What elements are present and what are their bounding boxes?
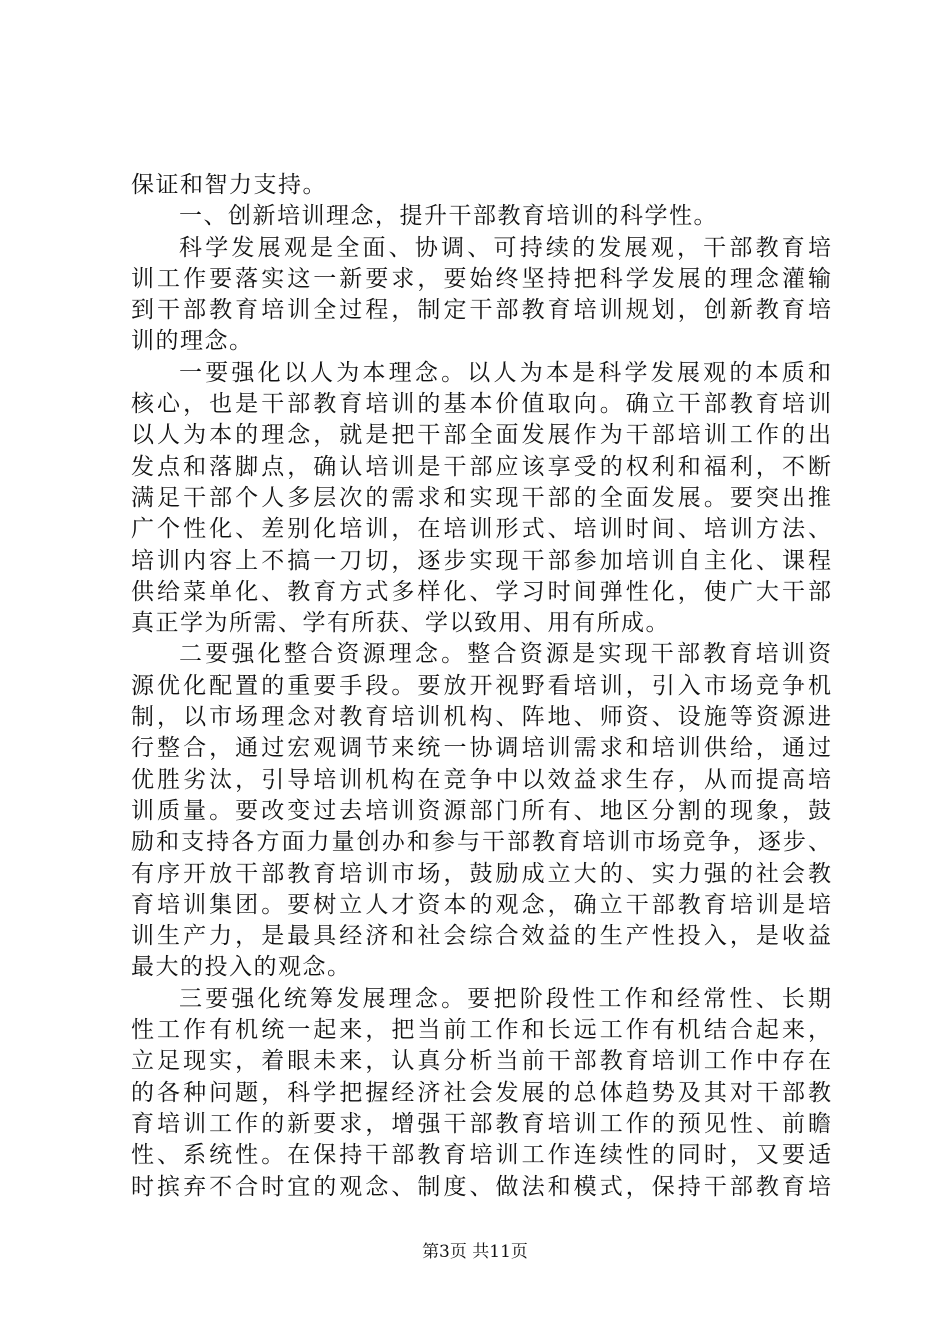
text-line: 性工作有机统一起来，把当前工作和长远工作有机结合起来， — [131, 1017, 831, 1044]
text-line: 训生产力，是最具经济和社会综合效益的生产性投入，是收益 — [131, 923, 831, 950]
text-line: 以人为本的理念，就是把干部全面发展作为干部培训工作的出 — [131, 422, 831, 449]
text-line: 科学发展观是全面、协调、可持续的发展观，干部教育培 — [179, 234, 831, 261]
text-line: 有序开放干部教育培训市场，鼓励成立大的、实力强的社会教 — [131, 860, 831, 887]
text-line: 育培训集团。要树立人才资本的观念，确立干部教育培训是培 — [131, 891, 831, 918]
text-line: 训质量。要改变过去培训资源部门所有、地区分割的现象，鼓 — [131, 797, 831, 824]
text-line: 核心，也是干部教育培训的基本价值取向。确立干部教育培训 — [131, 391, 831, 418]
text-line: 培训内容上不搞一刀切，逐步实现干部参加培训自主化、课程 — [131, 547, 831, 574]
text-line: 一、创新培训理念，提升干部教育培训的科学性。 — [179, 203, 718, 230]
document-body — [131, 170, 831, 1203]
text-line: 性、系统性。在保持干部教育培训工作连续性的同时，又要适 — [131, 1142, 831, 1169]
text-line: 制，以市场理念对教育培训机构、阵地、师资、设施等资源进 — [131, 704, 831, 731]
text-line: 满足干部个人多层次的需求和实现干部的全面发展。要突出推 — [131, 484, 831, 511]
text-line: 的各种问题，科学把握经济社会发展的总体趋势及其对干部教 — [131, 1079, 831, 1106]
text-line: 立足现实，着眼未来，认真分析当前干部教育培训工作中存在 — [131, 1048, 831, 1075]
text-line: 时摈弃不合时宜的观念、制度、做法和模式，保持干部教育培 — [131, 1173, 831, 1200]
text-line: 训工作要落实这一新要求，要始终坚持把科学发展的理念灌输 — [131, 265, 831, 292]
text-line: 到干部教育培训全过程，制定干部教育培训规划，创新教育培 — [131, 297, 831, 324]
text-line: 励和支持各方面力量创办和参与干部教育培训市场竞争，逐步、 — [131, 829, 831, 856]
text-line: 行整合，通过宏观调节来统一协调培训需求和培训供给，通过 — [131, 735, 831, 762]
text-line: 训的理念。 — [131, 328, 254, 355]
page-footer: 第3页 共11页 — [422, 1242, 528, 1262]
text-line: 一要强化以人为本理念。以人为本是科学发展观的本质和 — [179, 359, 831, 386]
text-line: 二要强化整合资源理念。整合资源是实现干部教育培训资 — [179, 641, 831, 668]
text-line: 供给菜单化、教育方式多样化、学习时间弹性化，使广大干部 — [131, 578, 831, 605]
text-line: 真正学为所需、学有所获、学以致用、用有所成。 — [131, 610, 670, 637]
text-line: 育培训工作的新要求，增强干部教育培训工作的预见性、前瞻 — [131, 1110, 831, 1137]
text-line: 源优化配置的重要手段。要放开视野看培训，引入市场竞争机 — [131, 672, 831, 699]
text-line: 发点和落脚点，确认培训是干部应该享受的权利和福利，不断 — [131, 453, 831, 480]
text-line: 三要强化统筹发展理念。要把阶段性工作和经常性、长期 — [179, 985, 831, 1012]
text-line: 优胜劣汰，引导培训机构在竞争中以效益求生存，从而提高培 — [131, 766, 831, 793]
text-line: 最大的投入的观念。 — [131, 954, 352, 981]
text-line: 保证和智力支持。 — [131, 172, 327, 198]
text-line: 广个性化、差别化培训，在培训形式、培训时间、培训方法、 — [131, 516, 831, 543]
